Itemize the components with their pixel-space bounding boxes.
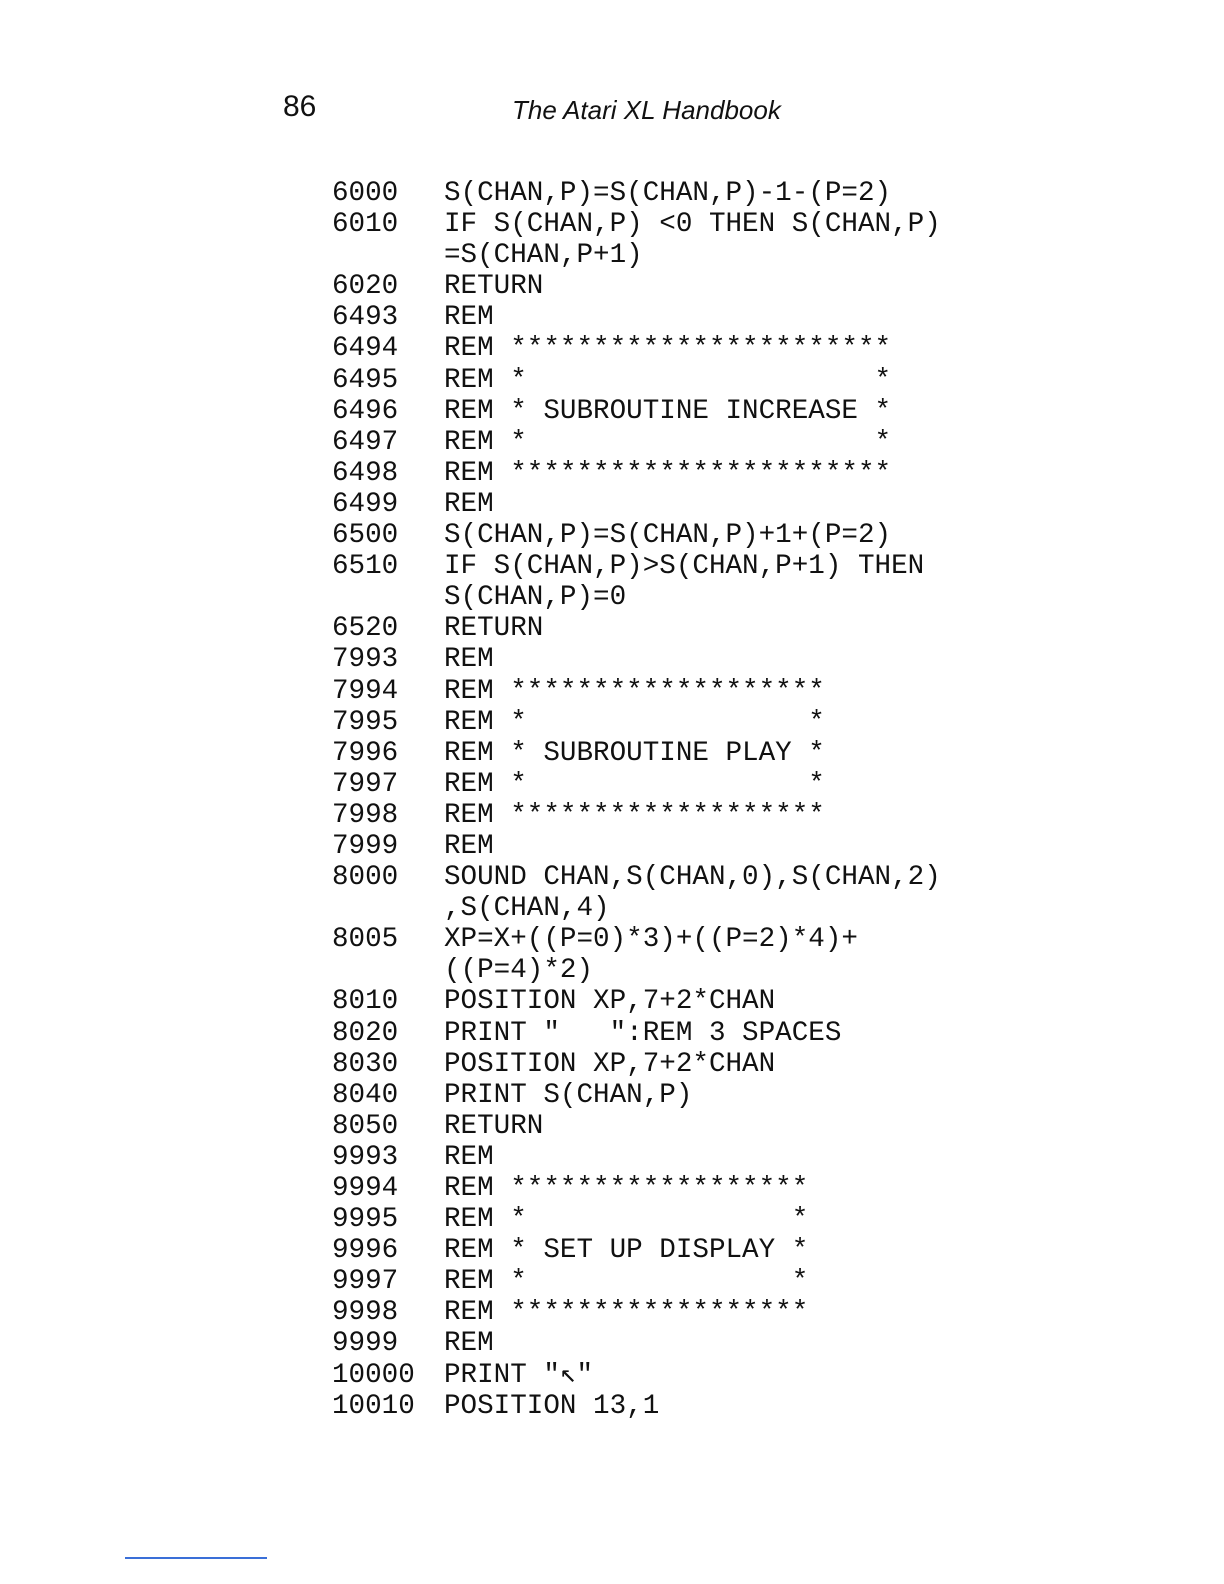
code-text: S(CHAN,P)=S(CHAN,P)-1-(P=2)	[444, 178, 892, 209]
code-line	[332, 1049, 941, 1080]
line-number: 6496	[332, 395, 399, 427]
code-line-continuation	[332, 955, 941, 986]
code-line	[332, 707, 941, 738]
code-text: S(CHAN,P)=0	[444, 582, 627, 614]
code-line	[332, 862, 941, 893]
code-line	[332, 613, 941, 644]
code-text: REM * SUBROUTINE INCREASE *	[444, 395, 892, 427]
line-number: 6500	[332, 520, 399, 552]
line-number: 7994	[332, 675, 399, 707]
code-text: REM *******************	[444, 799, 825, 831]
code-line	[332, 769, 941, 800]
page-number: 86	[283, 90, 317, 123]
line-number: 8005	[332, 924, 399, 956]
code-line	[332, 365, 941, 396]
code-text: REM ******************	[444, 1173, 809, 1204]
code-text: IF S(CHAN,P)>S(CHAN,P+1) THEN	[444, 551, 925, 583]
code-line	[332, 1235, 941, 1266]
code-line	[332, 986, 941, 1017]
line-number: 6498	[332, 457, 399, 489]
code-line	[332, 458, 941, 489]
code-line	[332, 1297, 941, 1328]
line-number: 7998	[332, 799, 399, 831]
code-line	[332, 1391, 941, 1422]
line-number: 6497	[332, 426, 399, 458]
code-line	[332, 1204, 941, 1235]
code-text: POSITION 13,1	[444, 1390, 660, 1422]
code-line-continuation	[332, 893, 941, 924]
line-number: 9994	[332, 1173, 399, 1204]
line-number: 8000	[332, 862, 399, 894]
line-number: 6499	[332, 488, 399, 520]
code-text: REM * *	[444, 768, 825, 800]
code-text: REM	[444, 1141, 494, 1173]
code-text: POSITION XP,7+2*CHAN	[444, 986, 776, 1018]
code-text: REM * *	[444, 1204, 809, 1236]
line-number: 8010	[332, 986, 399, 1018]
code-line	[332, 676, 941, 707]
code-line	[332, 271, 941, 302]
code-text: REM * *	[444, 426, 892, 458]
line-number: 10000	[332, 1359, 415, 1391]
code-text: REM ***********************	[444, 333, 892, 365]
code-line	[332, 1111, 941, 1142]
line-number: 7997	[332, 768, 399, 800]
code-text: ((P=4)*2)	[444, 955, 594, 987]
code-line	[332, 738, 941, 769]
code-line	[332, 1142, 941, 1173]
line-number: 8050	[332, 1110, 399, 1142]
line-number: 6010	[332, 209, 399, 241]
code-line	[332, 1266, 941, 1297]
code-line	[332, 396, 941, 427]
line-number: 7993	[332, 644, 399, 676]
line-number: 9998	[332, 1297, 399, 1329]
code-text: RETURN	[444, 1110, 544, 1142]
code-text: REM ***********************	[444, 457, 892, 489]
code-line	[332, 1360, 941, 1391]
line-number: 9996	[332, 1235, 399, 1267]
code-line	[332, 209, 941, 240]
code-text: REM	[444, 644, 494, 676]
line-number: 6493	[332, 302, 399, 334]
code-text: =S(CHAN,P+1)	[444, 240, 643, 272]
line-number: 8040	[332, 1079, 399, 1111]
code-line	[332, 427, 941, 458]
code-text: PRINT S(CHAN,P)	[444, 1079, 693, 1111]
footnote-rule	[125, 1557, 267, 1559]
code-text: REM *******************	[444, 675, 825, 707]
line-number: 6510	[332, 551, 399, 583]
code-text: REM ******************	[444, 1297, 809, 1329]
line-number: 8030	[332, 1048, 399, 1080]
line-number: 7999	[332, 830, 399, 862]
line-number: 6020	[332, 271, 399, 303]
code-text: PRINT " ":REM 3 SPACES	[444, 1017, 842, 1049]
code-text: REM * *	[444, 364, 892, 396]
code-line	[332, 1018, 941, 1049]
code-text: XP=X+((P=0)*3)+((P=2)*4)+	[444, 924, 858, 956]
code-line	[332, 1173, 941, 1204]
line-number: 6495	[332, 364, 399, 396]
line-number: 9993	[332, 1141, 399, 1173]
code-text: REM	[444, 830, 494, 862]
code-text: REM	[444, 488, 494, 520]
line-number: 8020	[332, 1017, 399, 1049]
code-line	[332, 644, 941, 675]
code-text: REM * SUBROUTINE PLAY *	[444, 737, 825, 769]
line-number: 7995	[332, 706, 399, 738]
code-text: IF S(CHAN,P) <0 THEN S(CHAN,P)	[444, 209, 941, 241]
line-number: 9995	[332, 1204, 399, 1236]
code-text: REM * *	[444, 706, 825, 738]
code-line	[332, 800, 941, 831]
line-number: 7996	[332, 737, 399, 769]
line-number: 10010	[332, 1390, 415, 1422]
code-line	[332, 1080, 941, 1111]
running-title: The Atari XL Handbook	[512, 95, 781, 125]
code-text: RETURN	[444, 271, 544, 303]
code-line	[332, 333, 941, 364]
line-number: 9997	[332, 1266, 399, 1298]
code-line	[332, 831, 941, 862]
code-line	[332, 178, 941, 209]
code-text: REM * *	[444, 1266, 809, 1298]
line-number: 9999	[332, 1328, 399, 1360]
code-text: S(CHAN,P)=S(CHAN,P)+1+(P=2)	[444, 520, 892, 552]
code-text: POSITION XP,7+2*CHAN	[444, 1048, 776, 1080]
code-line	[332, 302, 941, 333]
code-line	[332, 551, 941, 582]
code-text: REM * SET UP DISPLAY *	[444, 1235, 809, 1267]
code-text: ,S(CHAN,4)	[444, 893, 610, 925]
code-line-continuation	[332, 240, 941, 271]
code-text: REM	[444, 302, 494, 334]
code-text: RETURN	[444, 613, 544, 645]
code-text: PRINT "↖"	[444, 1359, 594, 1391]
code-text: SOUND CHAN,S(CHAN,0),S(CHAN,2)	[444, 862, 941, 894]
code-line	[332, 489, 941, 520]
line-number: 6494	[332, 333, 399, 365]
line-number: 6520	[332, 613, 399, 645]
code-line	[332, 520, 941, 551]
line-number: 6000	[332, 178, 399, 209]
code-line-continuation	[332, 582, 941, 613]
basic-program-listing	[332, 178, 941, 1422]
code-line	[332, 1328, 941, 1359]
code-text: REM	[444, 1328, 494, 1360]
code-line	[332, 924, 941, 955]
